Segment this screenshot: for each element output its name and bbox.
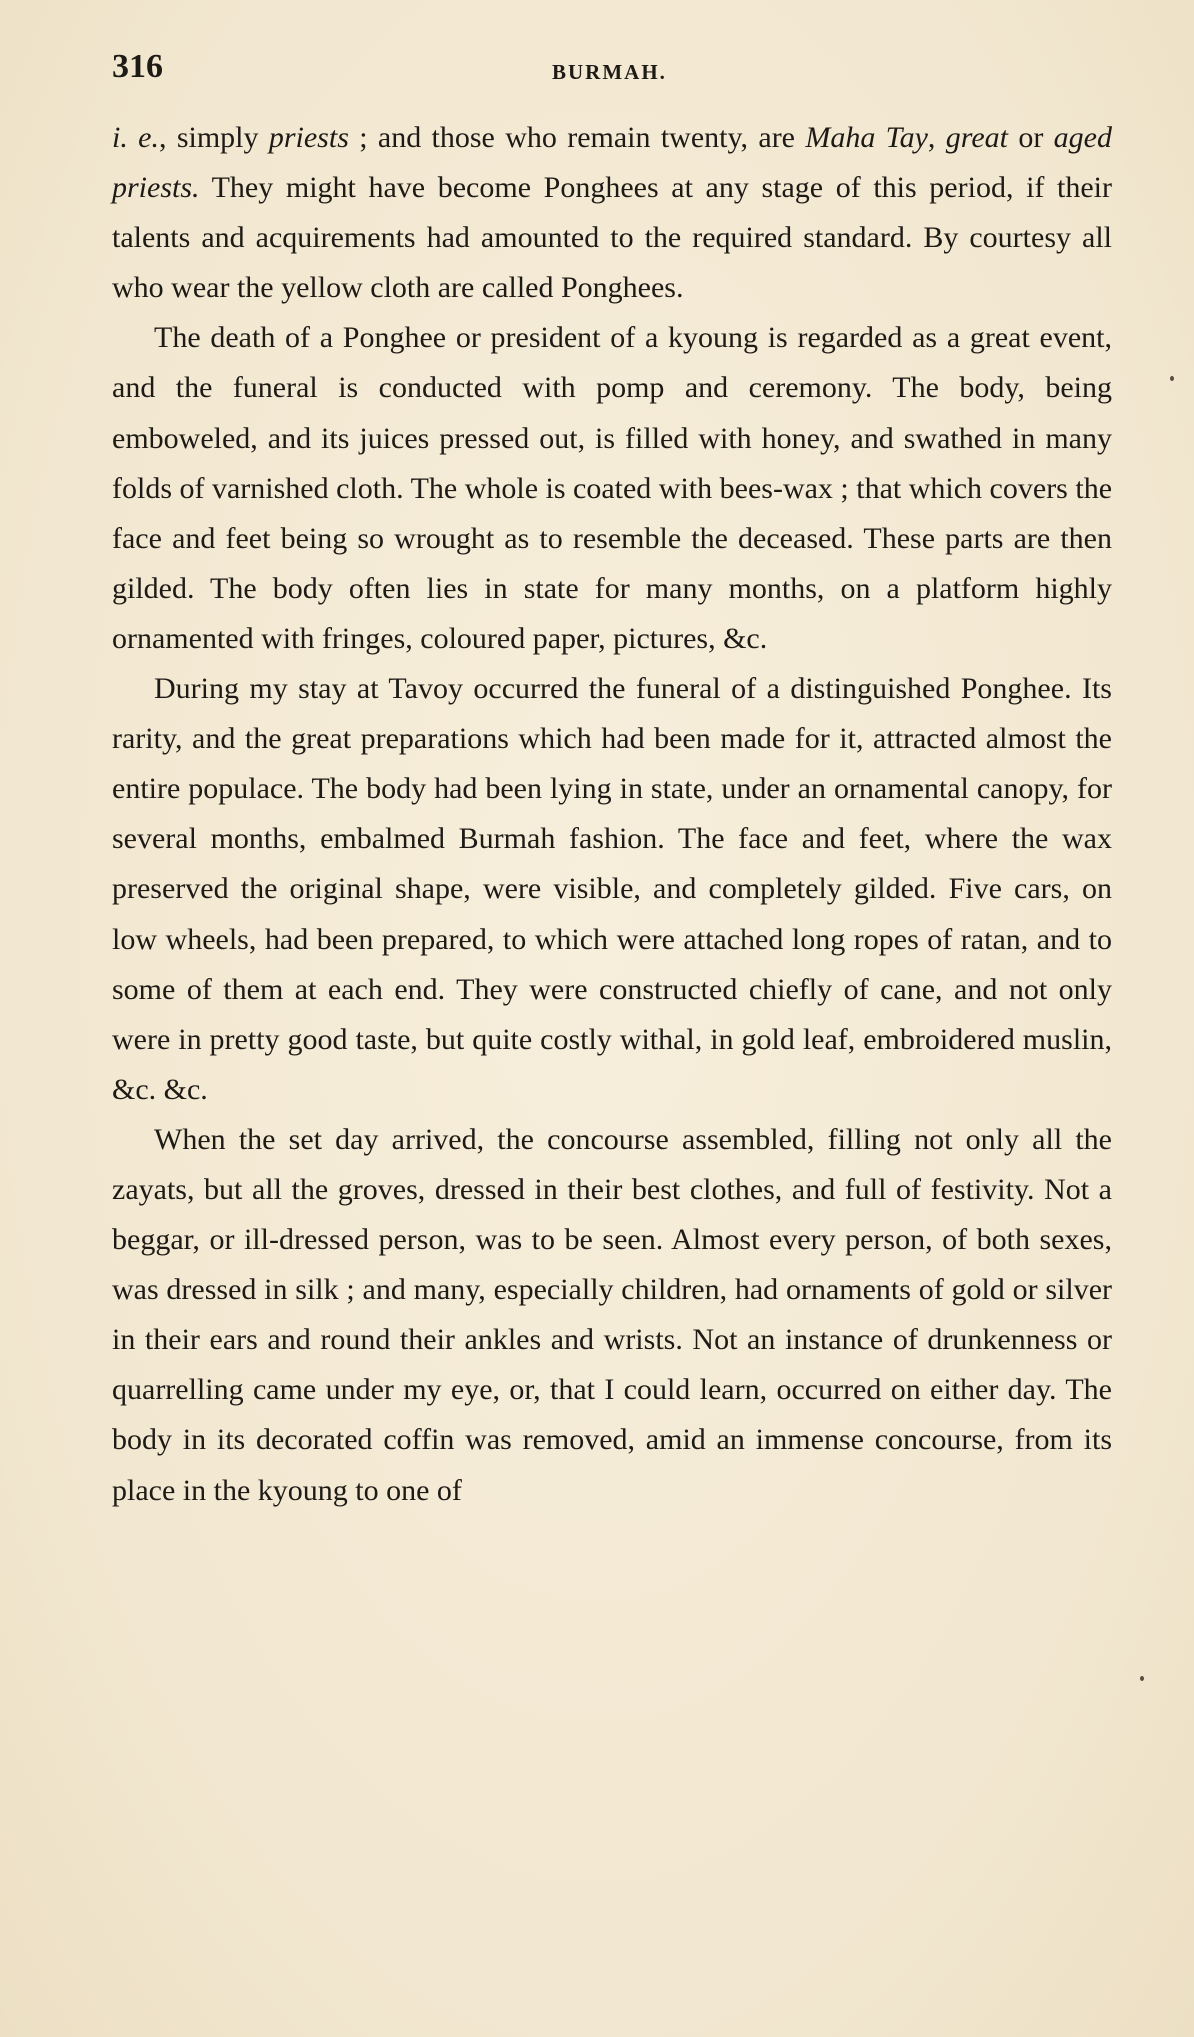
text-run: They might have become Ponghees at any stage of this period, if their talents and acquirements had amounted to the required standard. By courtesy all who wear the yellow cloth are called Ponghees. — [112, 171, 1112, 305]
body-text — [112, 113, 1112, 1516]
paragraph-set-day — [112, 1115, 1112, 1516]
page-header — [112, 48, 1112, 98]
text-run: , simply — [159, 121, 269, 154]
print-speck — [1140, 1676, 1144, 1681]
italic-text: aged priests. — [112, 121, 1112, 205]
print-speck — [1170, 376, 1174, 381]
paragraph-tavoy-funeral — [112, 664, 1112, 1115]
italic-text: i. e. — [112, 121, 159, 154]
text-run: or — [1007, 121, 1054, 154]
text-run: During my stay at Tavoy occurred the funeral of a distinguished Ponghee. Its rarity, and the great preparations which had been made for it, attracted almost the entire populace. The body had been lying in state, under an ornamental canopy, for several months, embalmed Burmah fashion. The face and feet, where the wax preserved the original shape, were visible, and completely gilded. Five cars, on low wheels, had been prepared, to which were attached long ropes of ratan, and to some of them at each end. They were constructed chiefly of cane, and not only were in pretty good taste, but quite costly withal, in gold leaf, embroidered muslin, &c. &c. — [112, 672, 1112, 1106]
text-run: ; and those who remain twenty, are — [348, 121, 806, 154]
text-run: When the set day arrived, the concourse assembled, filling not only all the zayats, but all the groves, dressed in their best clothes, and full of festivity. Not a beggar, or ill-dressed person, was to be seen. Almost every person, of both sexes, was dressed in silk ; and many, especially children, had ornaments of gold or silver in their ears and round their ankles and wrists. Not an instance of drunkenness or quarrelling came under my eye, or, that I could learn, occurred on either day. The body in its decorated coffin was removed, amid an immense concourse, from its place in the kyoung to one of — [112, 1122, 1112, 1507]
text-run: The death of a Ponghee or president of a kyoung is regarded as a great event, and the funeral is conducted with pomp and ceremony. The body, being emboweled, and its juices pressed out, is filled with honey, and swathed in many folds of varnished cloth. The whole is coated with bees-wax ; that which covers the face and feet being so wrought as to resemble the deceased. These parts are then gilded. The body often lies in state for many months, on a platform highly ornamented with fringes, coloured paper, pictures, &c. — [112, 321, 1113, 655]
italic-text: Maha Tay — [805, 121, 928, 154]
paragraph-continued — [112, 113, 1112, 313]
italic-text: great — [945, 121, 1008, 154]
text-run: , — [927, 121, 946, 154]
running-head: BURMAH. — [552, 60, 667, 84]
italic-text: priests — [268, 121, 349, 154]
paragraph-ponghee-death — [112, 313, 1112, 664]
page-number: 316 — [112, 48, 163, 85]
